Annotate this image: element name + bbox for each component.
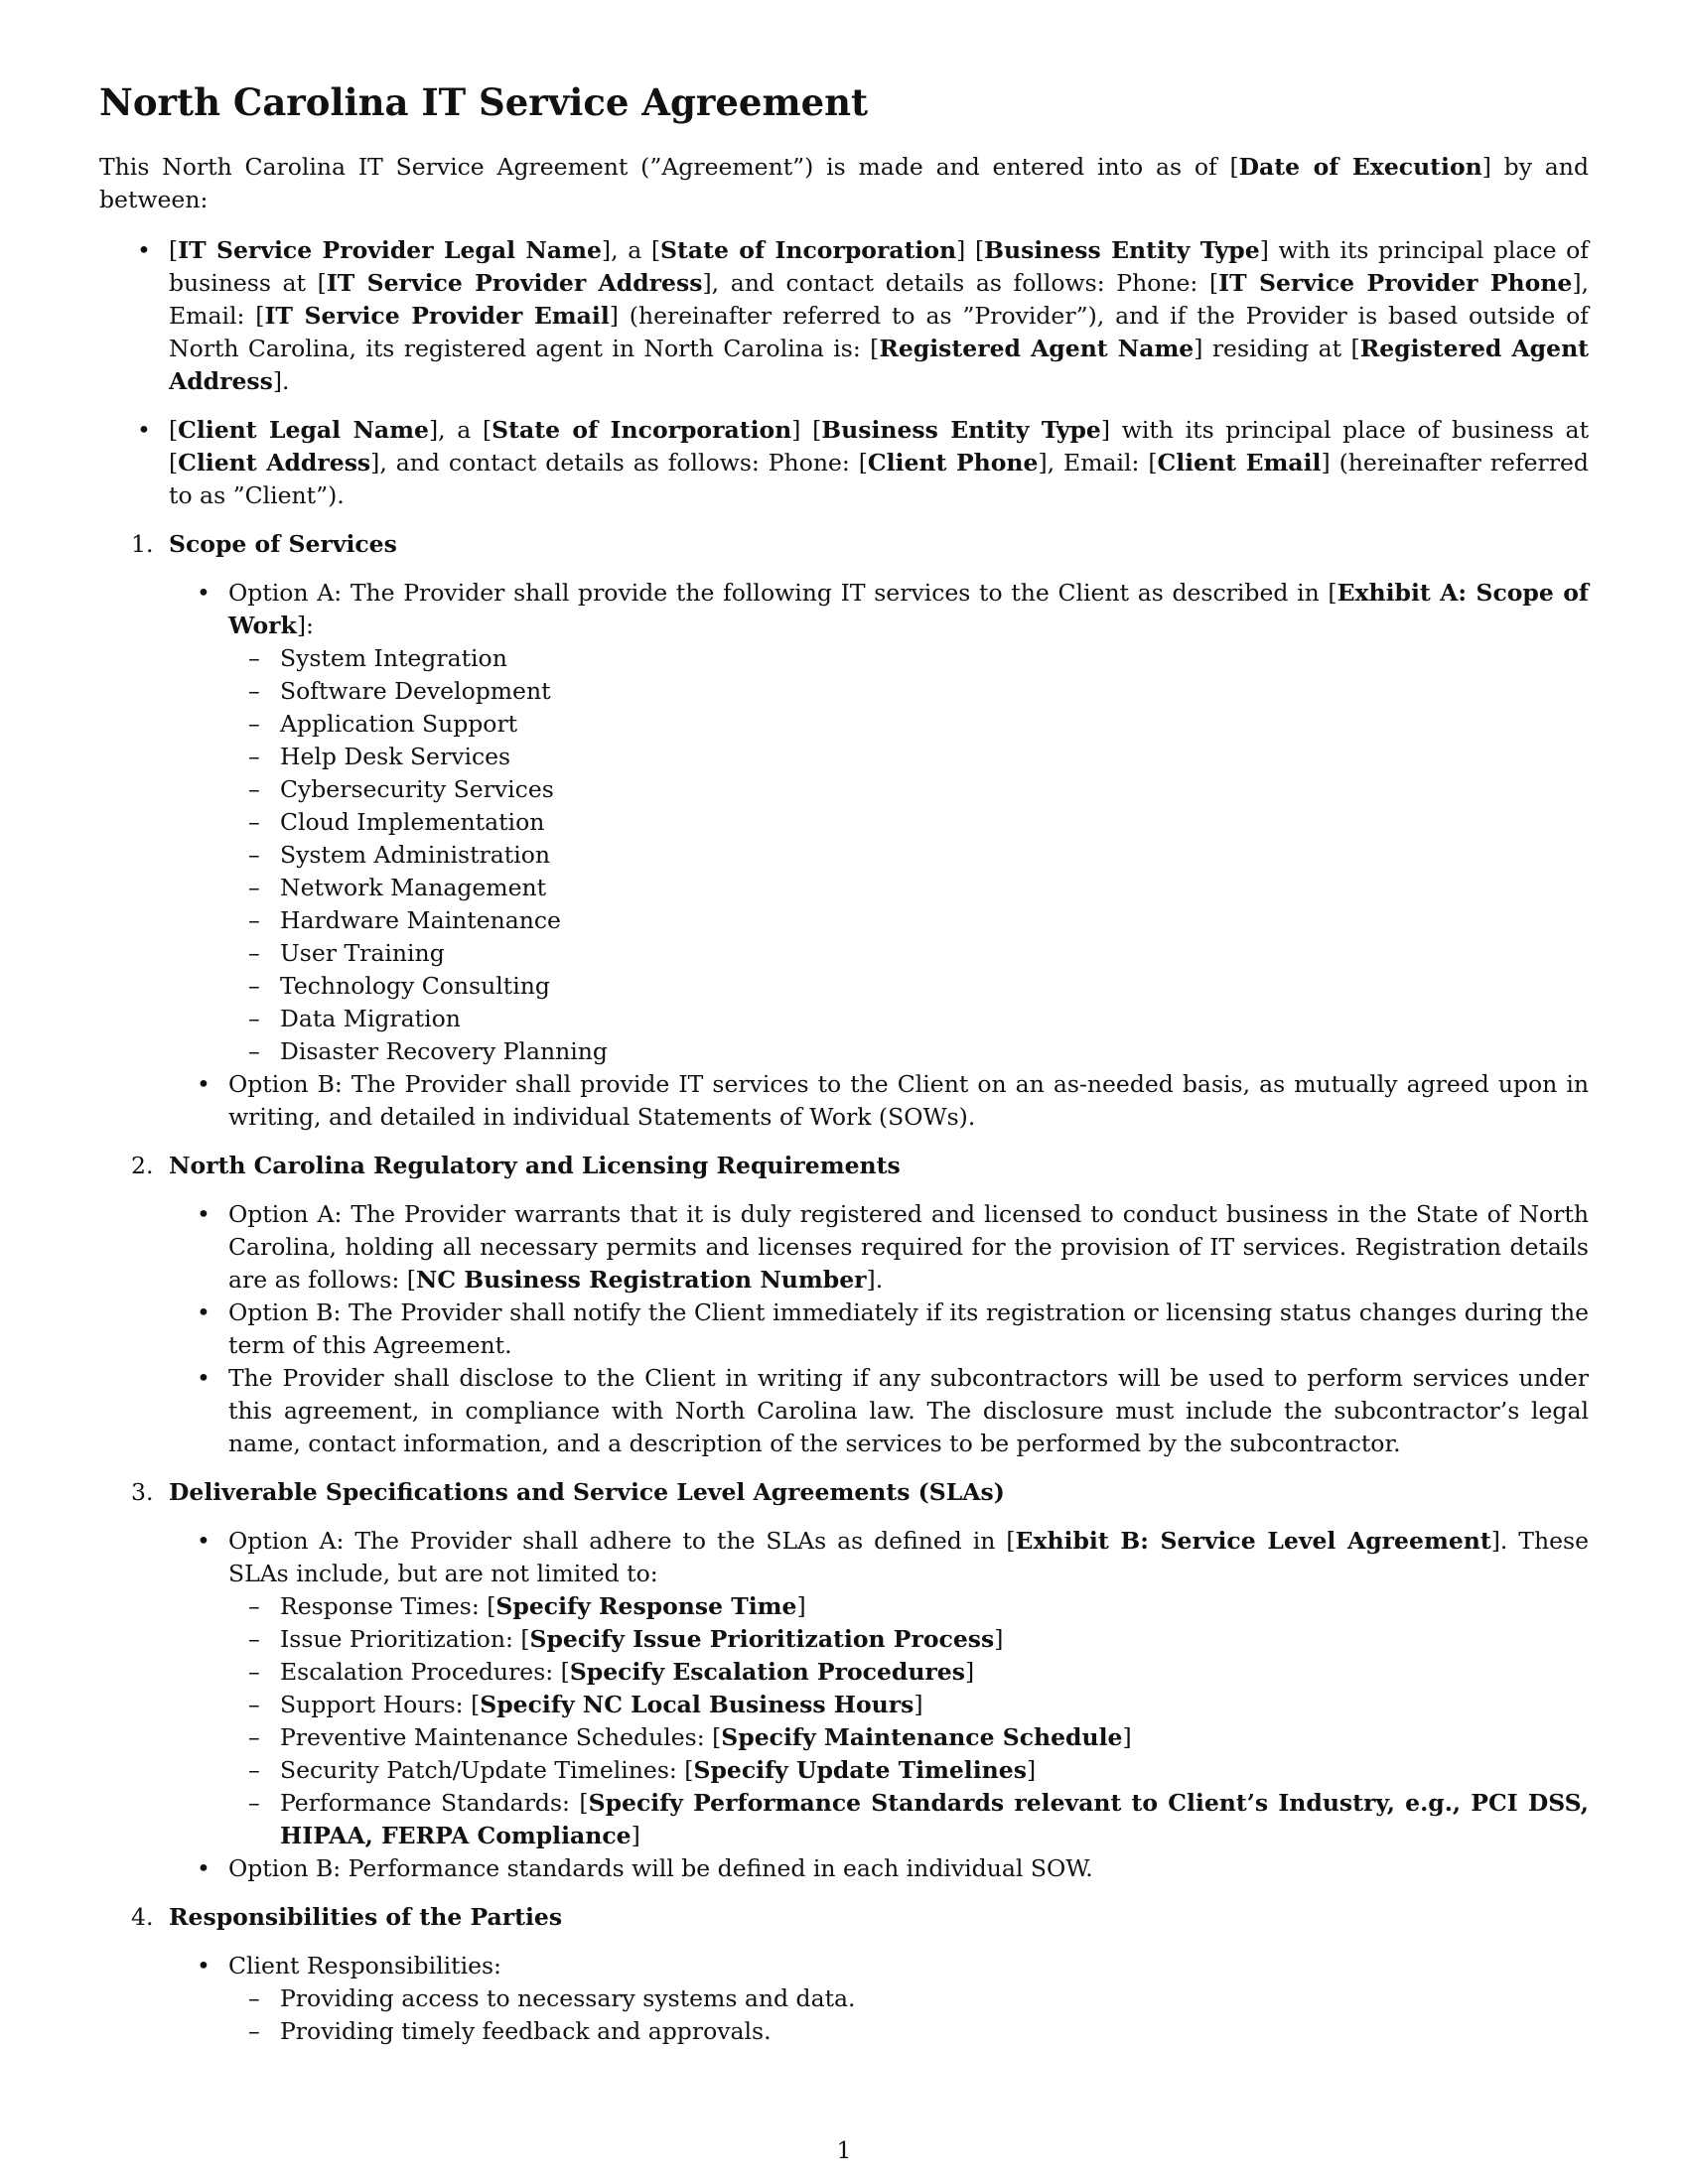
- bullet-icon: •: [197, 1200, 211, 1228]
- intro-paragraph: [99, 151, 1589, 216]
- list-item: – Software Development: [248, 677, 551, 705]
- client-responsibilities: • Client Responsibilities:: [99, 1950, 1589, 1982]
- provider-address-placeholder: IT Service Provider Address: [326, 269, 703, 297]
- list-item: – Technology Consulting: [248, 972, 550, 1000]
- provider-phone-placeholder: IT Service Provider Phone: [1218, 269, 1573, 297]
- list-item: – Escalation Procedures: [Specify Escalation Procedures]: [248, 1658, 975, 1686]
- list-item: – Performance Standards: [Specify Performance Standards relevant to Client’s Industry, e.g., PCI DSS, HIPAA, FERPA Compliance]: [248, 1789, 1589, 1849]
- bullet-icon: •: [197, 1070, 211, 1098]
- section-title: Deliverable Specifications and Service Level Agreements (SLAs): [169, 1478, 1005, 1506]
- section-deliverables-slas: [99, 1476, 1589, 1885]
- list-item: – Issue Prioritization: [Specify Issue Prioritization Process]: [248, 1625, 1004, 1653]
- client-party: • [Client Legal Name], a [State of Incorporation] [Business Entity Type] with its principal place of business at [Client Address], and contact details as follows: Phone: [Client Phone], Email: [Client Email] (hereinafter referred to as ”Client”).: [137, 416, 1590, 509]
- document-page: [99, 79, 1589, 2048]
- provider-state-placeholder: State of Incorporation: [660, 236, 957, 264]
- intro-text: This North Carolina IT Service Agreement (”Agreement”) is made and entered into as of [: [99, 153, 1239, 181]
- parties-list: [99, 234, 1589, 512]
- subcontractor-disclosure: • The Provider shall disclose to the Client in writing if any subcontractors will be used to perform services under this agreement, in compliance with North Carolina law. The disclosure must include the subcontractor’s legal name, contact information, and a description of the services to be performed by the subcontractor.: [197, 1364, 1589, 1457]
- provider-name-placeholder: IT Service Provider Legal Name: [178, 236, 602, 264]
- bullet-icon: •: [137, 416, 151, 444]
- bullet-icon: •: [197, 1854, 211, 1882]
- section-title: Responsibilities of the Parties: [169, 1903, 563, 1931]
- section-number: 1.: [131, 530, 154, 558]
- page-number: 1: [836, 2136, 852, 2164]
- exhibit-b-placeholder: Exhibit B: Service Level Agreement: [1015, 1527, 1491, 1555]
- list-item: – User Training: [248, 939, 445, 967]
- section-scope-of-services: [99, 528, 1589, 1134]
- list-item: – Hardware Maintenance: [248, 906, 561, 934]
- list-item: – Disaster Recovery Planning: [248, 1037, 608, 1065]
- client-name-placeholder: Client Legal Name: [178, 416, 429, 444]
- section-number: 3.: [131, 1478, 154, 1506]
- bullet-icon: •: [197, 1364, 211, 1392]
- provider-entity-type-placeholder: Business Entity Type: [984, 236, 1260, 264]
- option-a: • Option A: The Provider warrants that it is duly registered and licensed to conduct business in the State of North Carolina, holding all necessary permits and licenses required for the provision of IT services. Registration details are as follows: [NC Business Registration Number].: [197, 1200, 1589, 1294]
- option-b: • Option B: The Provider shall notify the Client immediately if its registration or licensing status changes during the term of this Agreement.: [197, 1298, 1589, 1359]
- list-item: – Security Patch/Update Timelines: [Specify Update Timelines]: [248, 1756, 1037, 1784]
- provider-party: • [IT Service Provider Legal Name], a [State of Incorporation] [Business Entity Type] with its principal place of business at [IT Service Provider Address], and contact details as follows: Phone: [IT Service Provider Phone], Email: [IT Service Provider Email] (hereinafter referred to as ”Provider”), and if the Provider is based outside of North Carolina, its registered agent in North Carolina is: [Registered Agent Name] residing at [Registered Agent Address].: [137, 236, 1590, 395]
- registered-agent-name-placeholder: Registered Agent Name: [879, 335, 1195, 362]
- provider-email-placeholder: IT Service Provider Email: [264, 302, 610, 330]
- client-address-placeholder: Client Address: [178, 449, 371, 477]
- bullet-icon: •: [137, 236, 151, 264]
- date-of-execution-placeholder: Date of Execution: [1238, 153, 1482, 181]
- list-item: – Data Migration: [248, 1005, 461, 1032]
- bullet-icon: •: [197, 1952, 211, 1979]
- section-number: 4.: [131, 1903, 154, 1931]
- list-item: – Network Management: [248, 874, 547, 901]
- section-number: 2.: [131, 1152, 154, 1179]
- list-item: – Providing timely feedback and approvals.: [248, 2017, 772, 2045]
- list-item: – Response Times: [Specify Response Time]: [248, 1592, 806, 1620]
- document-title: North Carolina IT Service Agreement: [99, 80, 869, 124]
- client-email-placeholder: Client Email: [1157, 449, 1322, 477]
- option-b: • Option B: The Provider shall provide IT services to the Client on an as-needed basis, as mutually agreed upon in writing, and detailed in individual Statements of Work (SOWs).: [197, 1070, 1589, 1131]
- list-item: – Application Support: [248, 710, 518, 738]
- bullet-icon: •: [197, 579, 211, 607]
- client-entity-type-placeholder: Business Entity Type: [821, 416, 1101, 444]
- list-item: – Support Hours: [Specify NC Local Business Hours]: [248, 1691, 923, 1718]
- bullet-icon: •: [197, 1527, 211, 1555]
- section-title: Scope of Services: [169, 530, 397, 558]
- bullet-icon: •: [197, 1298, 211, 1326]
- list-item: – Help Desk Services: [248, 743, 511, 770]
- section-regulatory-licensing: [99, 1150, 1589, 1460]
- exhibit-a-placeholder: Exhibit A: Scope of Work: [228, 579, 1589, 639]
- option-a: • Option A: The Provider shall provide the following IT services to the Client as described in [Exhibit A: Scope of Work]:: [197, 579, 1589, 639]
- option-b: • Option B: Performance standards will be defined in each individual SOW.: [99, 1852, 1589, 1885]
- intro-text: ] by and between:: [99, 153, 1589, 213]
- registered-agent-address-placeholder: Registered Agent Address: [169, 335, 1590, 395]
- nc-registration-placeholder: NC Business Registration Number: [415, 1266, 867, 1294]
- list-item: – Cloud Implementation: [248, 808, 545, 836]
- option-a: • Option A: The Provider shall adhere to the SLAs as defined in [Exhibit B: Service Level Agreement]. These SLAs include, but are not limited to:: [197, 1527, 1589, 1587]
- list-item: – System Administration: [248, 841, 550, 869]
- section-responsibilities: [99, 1901, 1589, 2048]
- list-item: – Preventive Maintenance Schedules: [Specify Maintenance Schedule]: [248, 1723, 1132, 1751]
- list-item: – Cybersecurity Services: [248, 775, 554, 803]
- list-item: – Providing access to necessary systems and data.: [248, 1984, 856, 2012]
- client-state-placeholder: State of Incorporation: [492, 416, 792, 444]
- section-title: North Carolina Regulatory and Licensing Requirements: [169, 1152, 901, 1179]
- list-item: – System Integration: [248, 644, 507, 672]
- client-phone-placeholder: Client Phone: [867, 449, 1039, 477]
